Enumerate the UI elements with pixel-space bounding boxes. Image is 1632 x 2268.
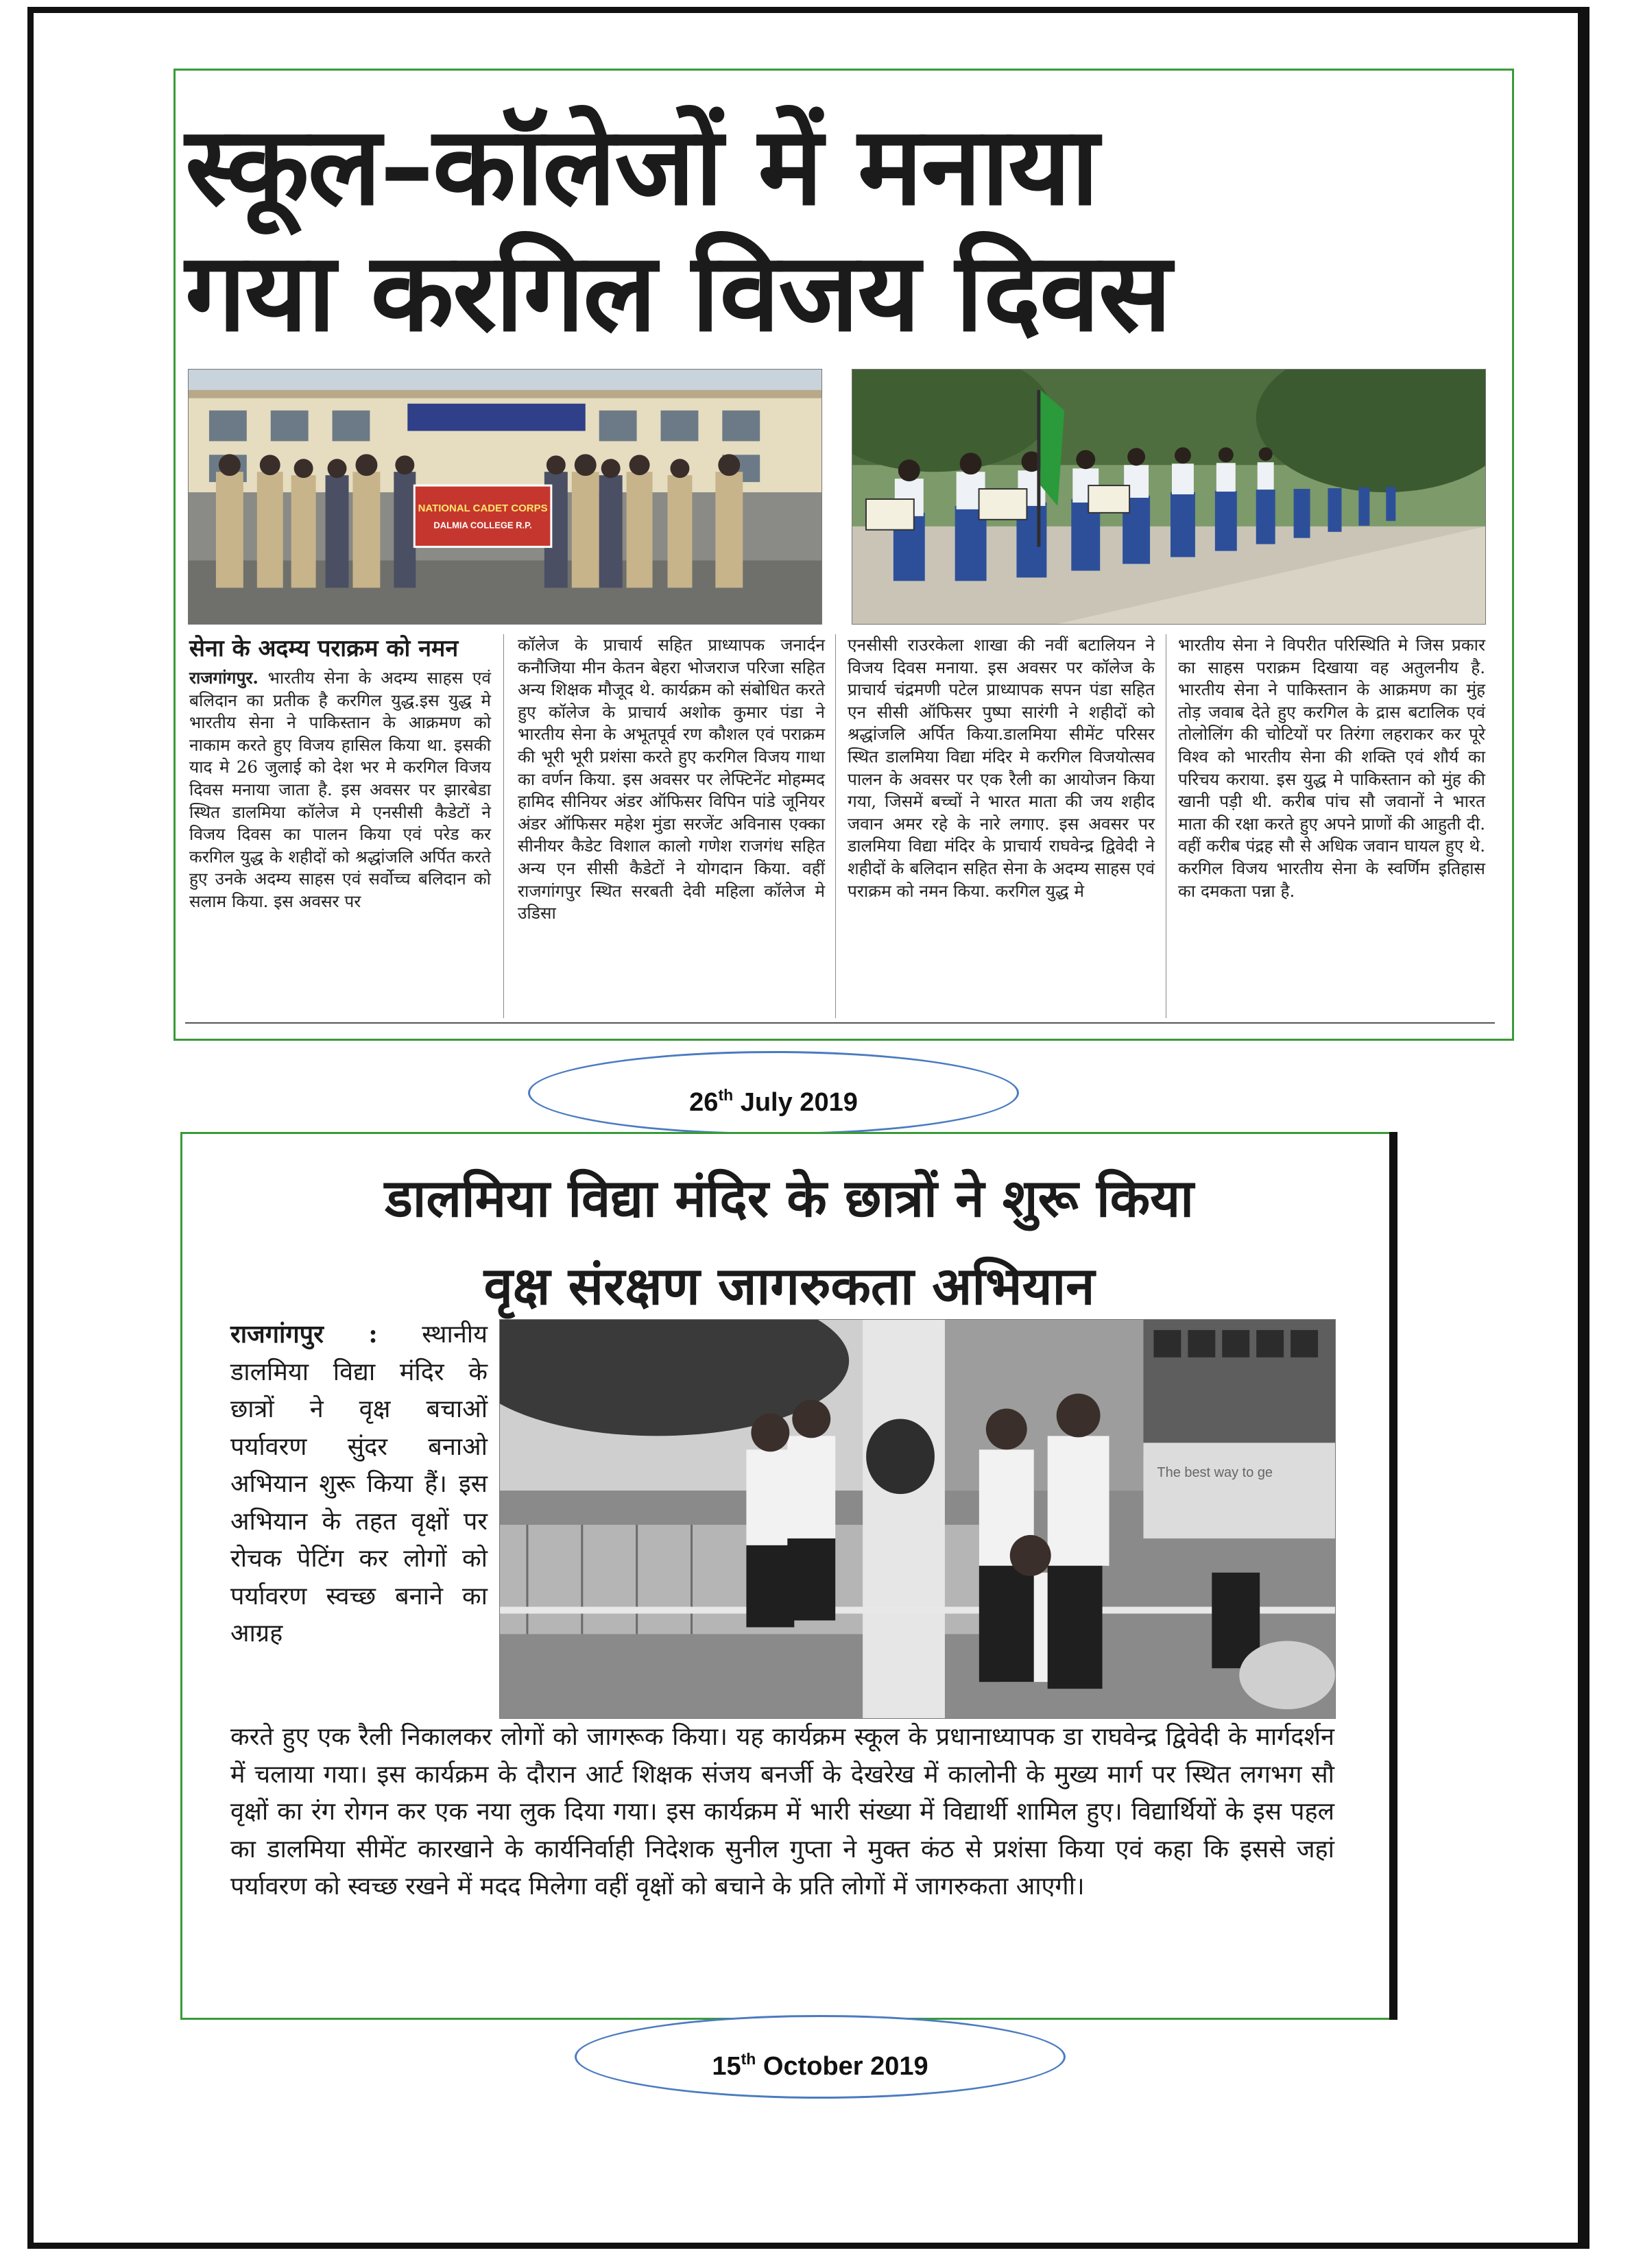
photo-students-painting-tree [499, 1319, 1336, 1719]
photo1-banner-subtext: DALMIA COLLEGE R.P. [433, 520, 532, 531]
date-label-october [575, 2015, 1066, 2099]
article-column-4 [1178, 634, 1485, 902]
article-subhead: सेना के अदम्य पराक्रम को नमन [189, 635, 459, 662]
photo-school-rally [852, 369, 1486, 625]
clipping2-shadow [1389, 1132, 1397, 2020]
date-suffix: th [741, 2050, 756, 2068]
clipping1-headline [185, 104, 1495, 356]
date-month-year: July 2019 [733, 1088, 858, 1117]
column-2-text: कॉलेज के प्राचार्य सहित प्राध्यापक जनार्दन कनौजिया मीन केतन बेहरा भोजराज परिजा सहित अन्य शिक्षक मौजूद थे. कार्यक्रम को संबोधित करते हुए कॉलेज के प्राचार्य अशोक कुमार पंडा ने भारतीय सेना के अभूतपूर्व रण कौशल एवं पराक्रम की भूरी भूरी प्रशंसा करते हुए करगिल विजय गाथा का वर्णन किया. इस अवसर पर लेफ्टिनेंट मोहम्मद हामिद सीनियर अंडर ऑफिसर विपिन पांडे जूनियर अंडर ऑफिसर महेश मुंडा सरजेंट अविनास एक्का सीनीयर कैडेट विशाल कालो गणेश राजगंध सहित अन्य एन सीसी कैडेटों ने योगदान किया. वहीं राजगांगपुर स्थित सरबती देवी महिला कॉलेज मे उडिसा [518, 635, 825, 924]
date-label-july [528, 1051, 1019, 1135]
column-3-text: एनसीसी राउरकेला शाखा की नवीं बटालियन ने विजय दिवस मनाया. इस अवसर पर कॉलेज के प्राचार्य चंद्रमणी पटेल प्राध्यापक सपन पंडा सहित एन सीसी ऑफिसर पुष्पा सारंगी ने शहीदों को श्रद्धांजलि अर्पित किया.डालमिया सीमेंट परिसर स्थित डालमिया विद्या मंदिर मे करगिल विजयोत्सव पालन के अवसर पर एक रैली का आयोजन किया गया, जिसमें बच्चों ने भारत माता की जय शहीद जवान अमर रहे के नारे लगाए. इस अवसर पर डालमिया विद्या मंदिर के प्राचार्य राघवेन्द्र द्विवेदी ने शहीदों के बलिदान सहित सेना के अदम्य साहस एवं पराक्रम को नमन किया. करगिल युद्ध मे [848, 635, 1155, 901]
article-dateline: राजगांगपुर. [189, 668, 259, 688]
article-column-2 [518, 634, 825, 925]
column-1-text: भारतीय सेना के अदम्य साहस एवं बलिदान का प्रतीक है करगिल युद्ध.इस युद्ध मे भारतीय सेना ने पाकिस्तान के आक्रमण को नाकाम करते हुए विजय हासिल किया था. इसकी याद मे 26 जुलाई को देश भर मे करगिल विजय दिवस मनाया जाता है. इस अवसर पर झारबेडा स्थित डालमिया कॉलेज मे एनसीसी कैडेटों ने विजय दिवस का पालन किया एवं परेड कर करगिल युद्ध के शहीदों को श्रद्धांजलि अर्पित करते हुए उनके अदम्य साहस एवं सर्वोच्च बलिदान को सलाम किया. इस अवसर पर [189, 668, 491, 911]
photo1-banner-text: NATIONAL CADET CORPS [418, 502, 548, 514]
newspaper-clipping-tree-campaign [180, 1132, 1394, 2020]
headline-line-1: डालमिया विद्या मंदिर के छात्रों ने शुरू किया [385, 1168, 1194, 1229]
article-bottom-rule [185, 1022, 1495, 1024]
date-suffix: th [718, 1086, 734, 1104]
newspaper-clipping-kargil [173, 69, 1514, 1041]
article-body-text: करते हुए एक रैली निकालकर लोगों को जागरूक किया। यह कार्यक्रम स्कूल के प्रधानाध्यापक डा राघवेन्द्र द्विवेदी के मार्गदर्शन में चलाया गया। इस कार्यक्रम के दौरान आर्ट शिक्षक संजय बनर्जी के देखरेख में कालोनी के मुख्य मार्ग पर स्थित लगभग सौ वृक्षों का रंग रोगन कर एक नया लुक दिया गया। इस कार्यक्रम में भारी संख्या में विद्यार्थी शामिल हुए। विद्यार्थियों के इस पहल का डालमिया सीमेंट कारखाने के कार्यनिर्वाही निदेशक सुनील गुप्ता ने मुक्त कंठ से प्रशंसा किया एवं कहा कि इससे जहां पर्यावरण को स्वच्छ रखने में मदद मिलेगा वहीं वृक्षों को बचाने के प्रति लोगों में जागरुकता आएगी। [230, 1723, 1334, 1901]
column-rule [835, 634, 836, 1018]
headline-line-2: गया करगिल विजय दिवस [185, 230, 1171, 356]
clipping2-headline [182, 1155, 1396, 1330]
page-border-right [1584, 7, 1589, 2249]
date-month-year: October 2019 [756, 2052, 928, 2081]
article-intro-text [230, 1316, 488, 1653]
date-day: 26 [689, 1088, 719, 1117]
photo-sign-text: The best way to ge [1157, 1465, 1273, 1481]
article-column-1 [189, 634, 491, 913]
article-column-3 [848, 634, 1155, 902]
intro-text: स्थानीय डालमिया विद्या मंदिर के छात्रों ने वृक्ष बचाओं पर्यावरण सुंदर बनाओ अभियान शुरू किया हैं। इस अभियान के तहत वृक्षों पर रोचक पेटिंग कर लोगों को पर्यावरण स्वच्छ बनाने का आग्रह [230, 1320, 488, 1648]
photo-ncc-cadets [188, 369, 822, 625]
headline-line-2: वृक्ष संरक्षण जागरुकता अभियान [483, 1255, 1095, 1316]
column-rule [503, 634, 504, 1018]
column-4-text: भारतीय सेना ने विपरीत परिस्थिति मे जिस प्रकार का साहस पराक्रम दिखाया वह अतुलनीय है. भारतीय सेना ने पाकिस्तान के आक्रमण का मुंह तोड़ जवाब देते हुए करगिल के द्रास बटालिक एवं तोलोलिंग की चोटियों पर तिरंगा लहराकर कर पूरे विश्व को भारतीय सेना की शक्ति एवं शौर्य का परिचय कराया. इस युद्ध मे पाकिस्तान को मुंह की खानी पड़ी थी. करीब पांच सौ जवानों ने भारत माता की रक्षा करते हुए अपने प्राणों की आहुती दी. वहीं करीब पंद्रह सौ से अधिक जवान घायल हुए थे. करगिल विजय भारतीय सेना के स्वर्णिम इतिहास का दमकता पन्ना है. [1178, 635, 1485, 901]
headline-line-1: स्कूल–कॉलेजों में मनाया [185, 104, 1098, 230]
date-day: 15 [712, 2052, 741, 2081]
article-dateline: राजगांगपुर : [230, 1320, 378, 1349]
